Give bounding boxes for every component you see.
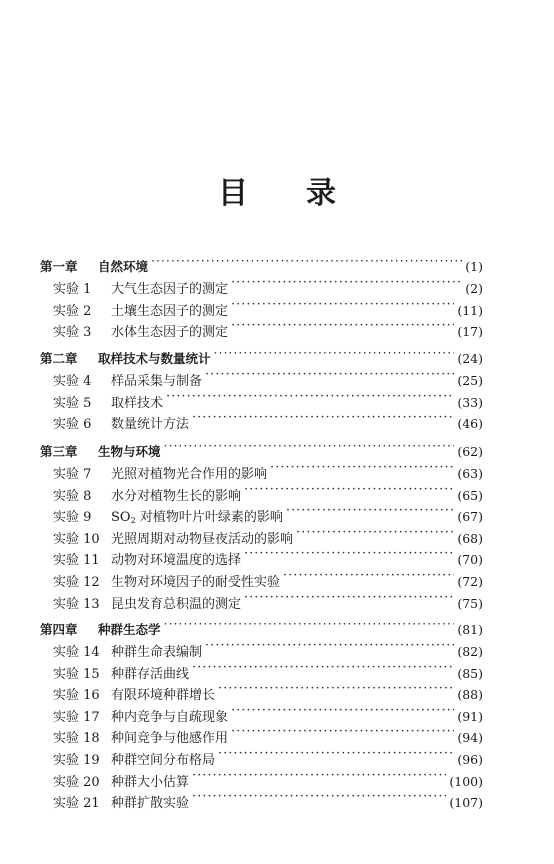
- experiment-number: 实验 20: [53, 774, 100, 790]
- toc-experiment-row[interactable]: [40, 387, 483, 411]
- toc-experiment-row[interactable]: [40, 766, 483, 790]
- experiment-number: 实验 1: [53, 282, 92, 297]
- page-number: (24): [457, 351, 483, 366]
- toc-experiment-row[interactable]: [40, 679, 483, 704]
- experiment-number: 实验 3: [53, 325, 92, 341]
- page-number: (25): [457, 373, 483, 388]
- page-number: (107): [449, 795, 483, 811]
- toc-experiment-row[interactable]: [40, 501, 483, 526]
- experiment-number: 实验 11: [53, 553, 100, 569]
- experiment-number: 实验 7: [53, 467, 92, 482]
- leader-dots: [231, 722, 454, 742]
- title-char-2: 录: [306, 176, 336, 211]
- experiment-title: 大气生态因子的测定: [111, 282, 229, 297]
- page-number: (70): [457, 552, 483, 568]
- leader-dots: [205, 365, 454, 385]
- toc-experiment-row[interactable]: [40, 658, 483, 682]
- leader-dots: [283, 566, 454, 586]
- toc-experiment-row[interactable]: [40, 458, 483, 482]
- toc-chapter-row[interactable]: [40, 343, 483, 366]
- toc-experiment-row[interactable]: [40, 316, 483, 341]
- page-number: (1): [465, 259, 483, 274]
- experiment-title: 种群扩散实验: [111, 796, 190, 812]
- toc-experiment-row[interactable]: [40, 566, 483, 590]
- experiment-number: 实验 18: [53, 731, 100, 747]
- leader-dots: [151, 251, 462, 271]
- experiment-title: 有限环境种群增长: [111, 688, 216, 704]
- experiment-number: 实验 17: [53, 709, 100, 725]
- toc-experiment-row[interactable]: [40, 408, 483, 433]
- chapter-number: 第二章: [40, 351, 78, 366]
- formula-prefix: SO: [111, 510, 131, 526]
- experiment-number: 实验 2: [53, 303, 92, 319]
- title-char-1: 目: [218, 176, 248, 211]
- leader-dots: [192, 787, 446, 807]
- toc-chapter-row[interactable]: [40, 614, 483, 637]
- leader-dots: [244, 480, 454, 500]
- experiment-title: 生物对环境因子的耐受性实验: [111, 575, 281, 590]
- chapter-number: 第四章: [40, 622, 78, 637]
- page-number: (63): [457, 466, 483, 481]
- experiment-number: 实验 21: [53, 796, 100, 812]
- leader-dots: [166, 387, 454, 407]
- toc-experiment-row[interactable]: [40, 480, 483, 504]
- toc-experiment-row[interactable]: [40, 295, 483, 319]
- page-number: (100): [449, 773, 483, 789]
- leader-dots: [192, 408, 454, 428]
- experiment-title: 种内竞争与自疏现象: [111, 709, 229, 725]
- page-number: (46): [457, 416, 483, 432]
- page-number: (94): [457, 730, 483, 746]
- experiment-number: 实验 8: [53, 488, 92, 504]
- experiment-number: 实验 14: [53, 645, 100, 660]
- experiment-title: 种群大小估算: [111, 774, 190, 790]
- toc-experiment-row[interactable]: [40, 636, 483, 660]
- experiment-number: 实验 6: [53, 417, 92, 433]
- toc-experiment-row[interactable]: [40, 787, 483, 812]
- leader-dots: [192, 766, 446, 786]
- toc-experiment-row[interactable]: [40, 722, 483, 747]
- page-number: (85): [457, 665, 483, 681]
- toc-chapter-row[interactable]: [40, 436, 483, 459]
- experiment-title: 水体生态因子的测定: [111, 325, 229, 341]
- page-title: [0, 168, 554, 212]
- page-number: (91): [457, 708, 483, 724]
- page-number: (75): [457, 595, 483, 611]
- experiment-number: 实验 10: [53, 531, 100, 547]
- experiment-number: 实验 9: [53, 510, 92, 526]
- toc-experiment-row[interactable]: [40, 588, 483, 612]
- experiment-title: 光照对植物光合作用的影响: [111, 467, 268, 482]
- page-number: (88): [457, 687, 483, 703]
- experiment-number: 实验 15: [53, 666, 100, 682]
- page-number: (72): [457, 574, 483, 589]
- leader-dots: [231, 701, 454, 721]
- leader-dots: [192, 658, 454, 678]
- experiment-title-text: 对植物叶片叶绿素的影响: [139, 510, 283, 526]
- toc-experiment-row[interactable]: [40, 544, 483, 569]
- chapter-number: 第三章: [40, 444, 78, 459]
- leader-dots: [286, 501, 455, 521]
- experiment-number: 实验 12: [53, 575, 100, 590]
- chapter-title: 生物与环境: [98, 444, 161, 459]
- toc-chapter-row[interactable]: [40, 251, 483, 274]
- leader-dots: [231, 295, 454, 315]
- page-number: (33): [457, 394, 483, 410]
- experiment-title: 昆虫发育总积温的测定: [111, 596, 242, 612]
- toc-experiment-row[interactable]: [40, 273, 483, 297]
- leader-dots: [218, 679, 454, 699]
- leader-dots: [164, 614, 455, 634]
- page-number: (68): [457, 530, 483, 546]
- page-number: (17): [457, 324, 483, 340]
- page-number: (65): [457, 487, 483, 503]
- experiment-title: 样品采集与制备: [111, 374, 203, 389]
- experiment-title: 种群存活曲线: [111, 666, 190, 682]
- leader-dots: [205, 636, 454, 656]
- experiment-title: 种群空间分布格局: [111, 753, 216, 768]
- chapter-number: 第一章: [40, 259, 78, 274]
- experiment-title: 种间竞争与他感作用: [111, 731, 229, 747]
- page-number: (67): [457, 509, 483, 525]
- experiment-number: 实验 5: [53, 395, 92, 411]
- page-number: (81): [457, 622, 483, 637]
- leader-dots: [296, 523, 454, 543]
- leader-dots: [214, 343, 455, 363]
- experiment-title: 取样技术: [111, 395, 164, 411]
- page-number: (96): [457, 752, 483, 767]
- experiment-number: 实验 16: [53, 688, 100, 704]
- chapter-title: 自然环境: [98, 259, 149, 274]
- experiment-title: 数量统计方法: [111, 417, 190, 433]
- experiment-title: 水分对植物生长的影响: [111, 488, 242, 504]
- leader-dots: [244, 544, 454, 564]
- leader-dots: [218, 744, 454, 764]
- chapter-title: 取样技术与数量统计: [98, 351, 211, 366]
- chapter-title: 种群生态学: [98, 622, 161, 637]
- experiment-title: 土壤生态因子的测定: [111, 303, 229, 319]
- leader-dots: [231, 316, 454, 336]
- page-number: (82): [457, 644, 483, 659]
- experiment-number: 实验 13: [53, 596, 100, 612]
- page-number: (62): [457, 444, 483, 459]
- experiment-title: 动物对环境温度的选择: [111, 553, 242, 569]
- leader-dots: [231, 273, 462, 293]
- experiment-number: 实验 4: [53, 374, 92, 389]
- formula-subscript: 2: [130, 516, 136, 526]
- page-number: (11): [457, 302, 483, 318]
- experiment-title: 光照周期对动物昼夜活动的影响: [111, 531, 294, 547]
- toc-experiment-row[interactable]: [40, 744, 483, 768]
- experiment-title: 种群生命表编制: [111, 645, 203, 660]
- page-number: (2): [465, 281, 483, 296]
- toc-experiment-row[interactable]: [40, 701, 483, 725]
- leader-dots: [270, 458, 454, 478]
- toc-experiment-row[interactable]: [40, 523, 483, 547]
- experiment-number: 实验 19: [53, 753, 100, 768]
- leader-dots: [244, 588, 454, 608]
- leader-dots: [164, 436, 455, 456]
- toc-experiment-row[interactable]: [40, 365, 483, 389]
